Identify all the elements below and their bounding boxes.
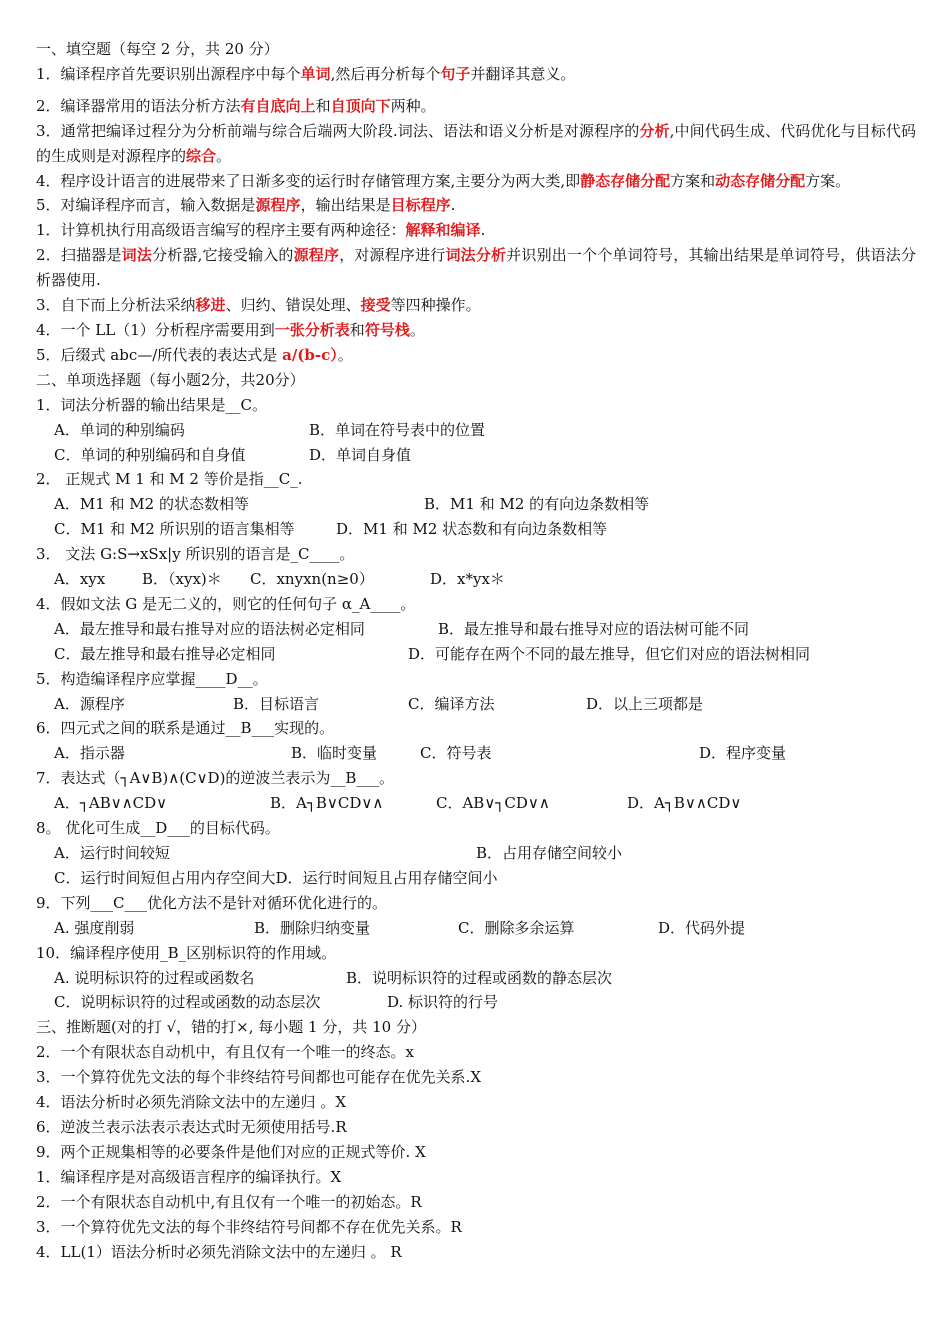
fill-question-8: 3．自下而上分析法采纳移进、归约、错误处理、接受等四种操作。: [36, 296, 481, 315]
option-d: D．单词自身值: [309, 445, 412, 464]
fill-question-2: 2．编译器常用的语法分析方法有自底向上和自顶向下两种。: [36, 96, 436, 115]
option-b: B．单词在符号表中的位置: [309, 420, 486, 439]
section-title-fill-blank: 一、填空题（每空 2 分，共 20 分）: [36, 40, 279, 58]
answer-highlight: 词法: [121, 246, 153, 265]
option-a: A．指示器: [54, 744, 125, 763]
choice-options-row: [36, 916, 916, 941]
choice-question-4: 4．假如文法 G 是无二义的，则它的任何句子 α_A____。: [36, 594, 416, 613]
fill-question-10: 5．后缀式 abc—/所代表的表达式是 a/(b-c）。: [36, 345, 353, 364]
option-b: B．占用存储空间较小: [476, 844, 623, 862]
judge-item: 1．编译程序是对高级语言程序的编译执行。X: [36, 1167, 342, 1186]
option-c: C．单词的种别编码和自身值: [54, 445, 246, 464]
choice-options-row: [36, 692, 916, 717]
option-b: B．目标语言: [233, 694, 320, 713]
judge-item: 4．LL(1）语法分析时必须先消除文法中的左递归 。 R: [36, 1242, 402, 1261]
option-d: D．A┐B∨∧CD∨: [627, 794, 742, 813]
answer-highlight: 分析: [639, 121, 670, 140]
option-c: C．AB∨┐CD∨∧: [436, 794, 550, 813]
answer-highlight: 目标程序: [390, 196, 451, 215]
judge-item: 6．逆波兰表示法表示表达式时无须使用括号.R: [36, 1117, 347, 1136]
answer-highlight: 综合: [186, 146, 217, 165]
option-a: A．最左推导和最右推导对应的语法树必定相同: [54, 619, 365, 638]
choice-question-3: 3． 文法 G:S→xSx|y 所识别的语言是_C____。: [36, 545, 355, 564]
option-d: D．M1 和 M2 状态数和有向边条数相等: [336, 520, 608, 539]
section-title-multiple-choice: 二、单项选择题（每小题2分，共20分）: [36, 370, 305, 389]
choice-options-row: [36, 567, 916, 592]
option-d: D．运行时间短且占用存储空间小: [275, 868, 498, 887]
answer-highlight: 句子: [440, 64, 471, 83]
choice-options-row: [36, 443, 916, 468]
answer-highlight: 移进: [195, 296, 226, 315]
option-a: A．源程序: [54, 694, 125, 713]
option-a: A. 强度削弱: [54, 918, 135, 937]
option-d: D. 标识符的行号: [387, 993, 499, 1012]
option-c: C．运行时间短但占用内存空间大: [54, 868, 276, 887]
fill-question-6: 1．计算机执行用高级语言编写的程序主要有两种途径：解释和编译.: [36, 221, 486, 240]
choice-options-row: [36, 642, 916, 667]
option-b: B．最左推导和最右推导对应的语法树可能不同: [438, 619, 750, 638]
option-c: C．符号表: [420, 744, 492, 763]
fill-question-5: 5．对编译程序而言，输入数据是源程序，输出结果是目标程序.: [36, 196, 456, 215]
option-d: D．以上三项都是: [586, 694, 704, 713]
option-c: C．删除多余运算: [458, 918, 575, 937]
fill-question-7: 2．扫描器是词法分析器,它接受输入的源程序，对源程序进行词法分析并识别出一个个单词符号，其输出结果是单词符号，供语法分析器使用.: [36, 246, 916, 290]
choice-question-6: 6．四元式之间的联系是通过__B___实现的。: [36, 719, 335, 738]
judge-item: 4．语法分析时必须先消除文法中的左递归 。X: [36, 1093, 346, 1112]
answer-highlight: 自顶向下: [330, 96, 391, 115]
choice-options-row: [36, 741, 916, 766]
option-a: A. 说明标识符的过程或函数名: [54, 968, 255, 987]
option-c: C．M1 和 M2 所识别的语言集相等: [54, 520, 295, 539]
section-title-true-false: 三、推断题(对的打 √，错的打×, 每小题 1 分，共 10 分）: [36, 1018, 426, 1037]
option-b: B．（xyx)＊: [142, 570, 222, 589]
choice-options-row: [36, 517, 916, 542]
option-d: D．程序变量: [699, 744, 787, 763]
answer-highlight: 静态存储分配: [580, 171, 671, 190]
answer-highlight: 源程序: [255, 196, 301, 215]
choice-question-8: 8。 优化可生成__D___的目标代码。: [36, 819, 280, 838]
fill-question-3: 3．通常把编译过程分为分析前端与综合后端两大阶段.词法、语法和语义分析是对源程序的分析,中间代码生成、代码优化与目标代码的生成则是对源程序的综合。: [36, 121, 916, 165]
option-c: C．说明标识符的过程或函数的动态层次: [54, 993, 321, 1012]
option-a: A．运行时间较短: [54, 844, 170, 862]
option-b: B．说明标识符的过程或函数的静态层次: [346, 968, 613, 987]
option-b: B．A┐B∨CD∨∧: [270, 794, 384, 813]
choice-options-row: [36, 791, 916, 816]
judge-item: 2．一个有限状态自动机中，有且仅有一个唯一的终态。x: [36, 1043, 415, 1062]
answer-highlight: 词法分析: [445, 246, 507, 265]
option-c: C．xnyxn(n≥0）: [250, 570, 374, 589]
option-b: B．临时变量: [291, 744, 378, 763]
judge-item: 9．两个正规集相等的必要条件是他们对应的正规式等价. X: [36, 1142, 426, 1161]
answer-highlight: 一张分析表: [274, 320, 350, 339]
option-d: D．代码外提: [658, 918, 746, 937]
choice-question-1: 1．词法分析器的输出结果是__C。: [36, 395, 268, 414]
option-a: A．单词的种别编码: [54, 420, 185, 439]
choice-options-row: [36, 841, 916, 866]
judge-item: 3．一个算符优先文法的每个非终结符号间都不存在优先关系。R: [36, 1217, 462, 1236]
option-b: B．M1 和 M2 的有向边条数相等: [424, 495, 650, 514]
option-c: C．编译方法: [408, 694, 495, 713]
option-a: A．M1 和 M2 的状态数相等: [54, 495, 249, 514]
judge-item: 3．一个算符优先文法的每个非终结符号间都也可能存在优先关系.X: [36, 1068, 481, 1087]
answer-highlight: 源程序: [293, 246, 340, 265]
answer-highlight: 符号栈: [364, 320, 410, 339]
option-a: A．xyx: [54, 570, 106, 589]
choice-question-5: 5．构造编译程序应掌握____D__。: [36, 669, 268, 688]
choice-options-row: [36, 418, 916, 443]
choice-options-row: [36, 966, 916, 991]
fill-question-4: 4．程序设计语言的进展带来了日渐多变的运行时存储管理方案,主要分为两大类,即静态存储分配方案和动态存储分配方案。: [36, 171, 851, 190]
option-d: D．可能存在两个不同的最左推导，但它们对应的语法树相同: [408, 644, 811, 663]
answer-highlight: 解释和编译: [405, 221, 481, 240]
option-c: C．最左推导和最右推导必定相同: [54, 644, 276, 663]
option-d: D．x*yx＊: [430, 570, 505, 589]
choice-options-row: [36, 990, 916, 1015]
answer-highlight: 有自底向上: [240, 96, 316, 115]
fill-question-1: 1．编译程序首先要识别出源程序中每个单词,然后再分析每个句子并翻译其意义。: [36, 64, 576, 83]
fill-question-9: 4．一个 LL（1）分析程序需要用到一张分析表和符号栈。: [36, 320, 425, 339]
judge-item: 2．一个有限状态自动机中,有且仅有一个唯一的初始态。R: [36, 1192, 422, 1211]
choice-question-10: 10．编译程序使用_B_区别标识符的作用域。: [36, 943, 337, 962]
answer-highlight: 接受: [360, 296, 391, 315]
option-a: A．┐AB∨∧CD∨: [54, 794, 168, 813]
choice-question-7: 7．表达式（┐A∨B)∧(C∨D)的逆波兰表示为__B___。: [36, 769, 394, 788]
option-b: B．删除归纳变量: [254, 918, 371, 937]
answer-highlight: 动态存储分配: [715, 171, 806, 190]
choice-options-row: [36, 492, 916, 517]
choice-question-2: 2． 正规式 M 1 和 M 2 等价是指__C_.: [36, 470, 303, 489]
answer-highlight: 单词: [300, 64, 331, 83]
choice-options-row: [36, 866, 916, 891]
answer-highlight: a/(b-c）: [282, 345, 338, 364]
choice-question-9: 9．下列___C___优化方法不是针对循环优化进行的。: [36, 893, 388, 912]
choice-options-row: [36, 617, 916, 642]
